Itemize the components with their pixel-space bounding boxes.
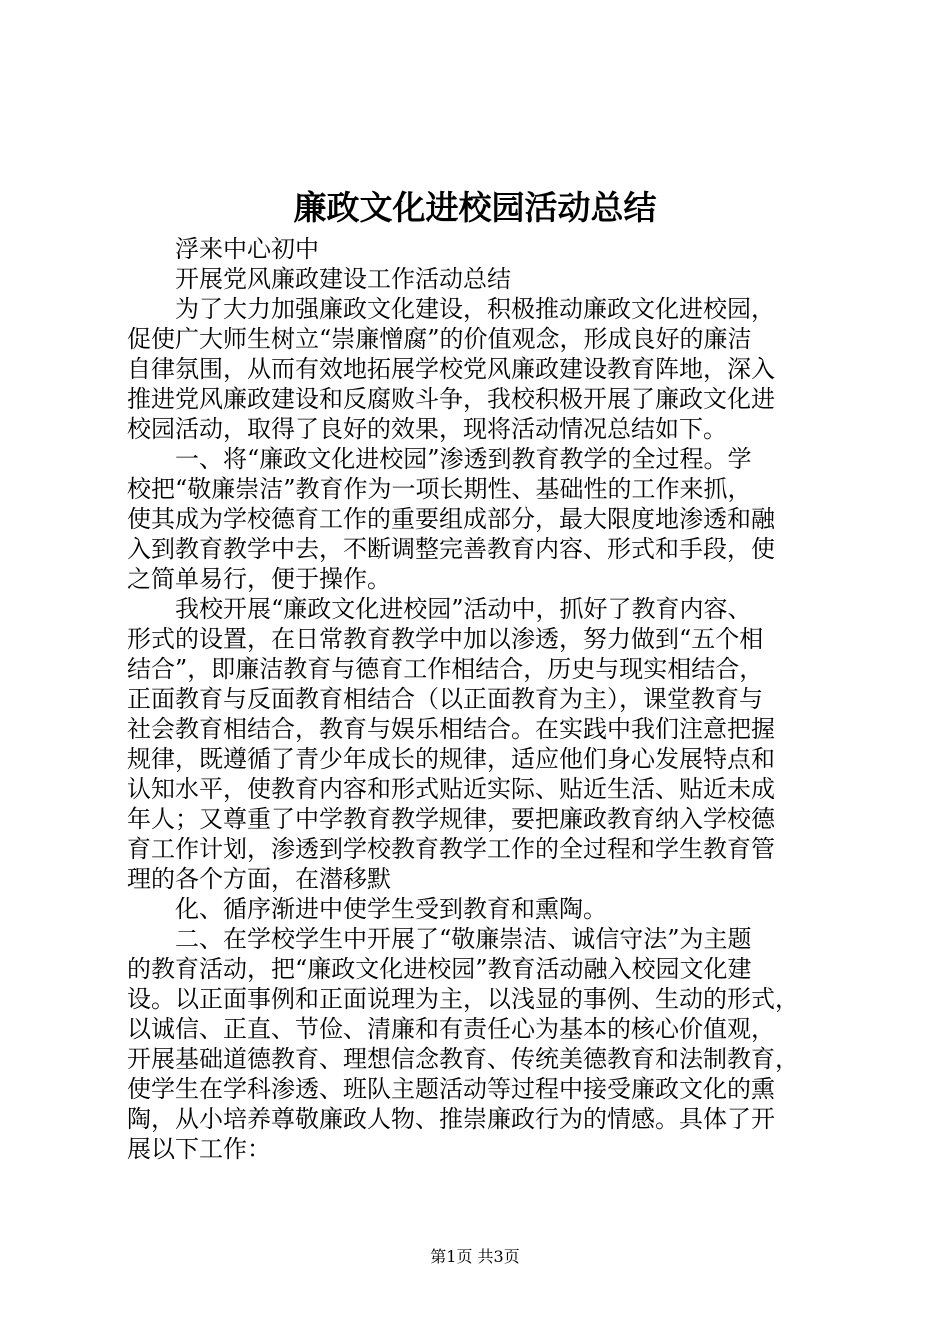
body-line: 校把“敬廉崇洁”教育作为一项长期性、基础性的工作来抓， [127, 475, 752, 503]
body-line: 推进党风廉政建设和反腐败斗争，我校积极开展了廉政文化进 [127, 385, 775, 413]
page-number-footer: 第1页 共3页 [430, 1247, 520, 1266]
body-line: 一、将“廉政文化进校园”渗透到教育教学的全过程。学 [127, 445, 752, 473]
body-line: 为了大力加强廉政文化建设，积极推动廉政文化进校园， [127, 295, 775, 323]
body-line: 展以下工作： [127, 1135, 271, 1163]
body-line: 使学生在学科渗透、班队主题活动等过程中接受廉政文化的熏 [127, 1075, 775, 1103]
body-line: 社会教育相结合，教育与娱乐相结合。在实践中我们注意把握 [127, 715, 775, 743]
body-line: 的教育活动，把“廉政文化进校园”教育活动融入校园文化建 [127, 955, 752, 983]
body-line: 形式的设置，在日常教育教学中加以渗透，努力做到“五个相 [127, 625, 764, 653]
body-line: 二、在学校学生中开展了“敬廉崇洁、诚信守法”为主题 [127, 925, 752, 953]
body-line: 使其成为学校德育工作的重要组成部分，最大限度地渗透和融 [127, 505, 775, 533]
body-line: 我校开展“廉政文化进校园”活动中，抓好了教育内容、 [127, 595, 752, 623]
body-line: 化、循序渐进中使学生受到教育和熏陶。 [127, 895, 607, 923]
body-line: 以诚信、正直、节俭、清廉和有责任心为基本的核心价值观， [127, 1015, 775, 1043]
body-line: 之简单易行，便于操作。 [127, 565, 391, 593]
document-body [127, 234, 833, 1164]
body-line: 规律，既遵循了青少年成长的规律，适应他们身心发展特点和 [127, 745, 775, 773]
body-line: 正面教育与反面教育相结合（以正面教育为主），课堂教育与 [127, 685, 763, 713]
body-line: 陶，从小培养尊敬廉政人物、推崇廉政行为的情感。具体了开 [127, 1105, 775, 1133]
body-line: 结合”，即廉洁教育与德育工作相结合，历史与现实相结合， [127, 655, 764, 683]
body-line: 认知水平，使教育内容和形式贴近实际、贴近生活、贴近未成 [127, 775, 775, 803]
body-line: 设。以正面事例和正面说理为主，以浅显的事例、生动的形式， [127, 985, 799, 1013]
body-line: 理的各个方面，在潜移默 [127, 865, 391, 893]
body-line: 促使广大师生树立“崇廉憎腐”的价值观念，形成良好的廉洁 [127, 325, 752, 353]
document-title: 廉政文化进校园活动总结 [293, 188, 657, 227]
body-line: 年人；又尊重了中学教育教学规律，要把廉政教育纳入学校德 [127, 805, 775, 833]
body-line: 入到教育教学中去，不断调整完善教育内容、形式和手段，使 [127, 535, 775, 563]
body-line: 开展基础道德教育、理想信念教育、传统美德教育和法制教育， [127, 1045, 799, 1073]
body-line: 育工作计划，渗透到学校教育教学工作的全过程和学生教育管 [127, 835, 775, 863]
body-line: 浮来中心初中 [127, 235, 319, 263]
body-line: 校园活动，取得了良好的效果，现将活动情况总结如下。 [127, 415, 727, 443]
body-line: 开展党风廉政建设工作活动总结 [127, 265, 511, 293]
body-line: 自律氛围，从而有效地拓展学校党风廉政建设教育阵地，深入 [127, 355, 775, 383]
